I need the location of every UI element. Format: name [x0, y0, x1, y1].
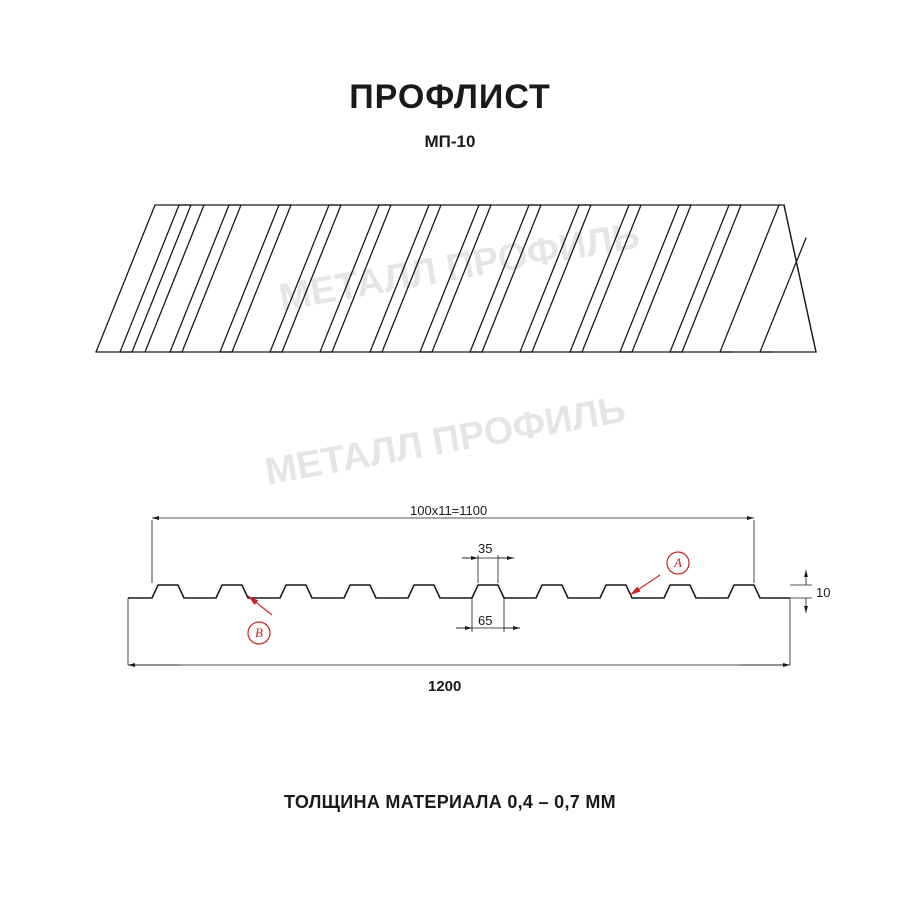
callout-b: B: [255, 625, 263, 640]
dimension-total-width: 1200: [428, 678, 462, 695]
dimension-working-width: 100x11=1100: [410, 503, 488, 518]
page-title: ПРОФЛИСТ: [349, 78, 551, 116]
dimension-rib-bottom: 65: [478, 613, 493, 628]
dimension-rib-top: 35: [478, 541, 493, 556]
model-label: МП-10: [424, 132, 476, 151]
thickness-note: ТОЛЩИНА МАТЕРИАЛА 0,4 – 0,7 ММ: [284, 792, 616, 812]
watermark-top: МЕТАЛЛ ПРОФИЛЬ: [276, 214, 643, 320]
section-view: [128, 585, 790, 598]
perspective-view: [96, 205, 818, 352]
watermark-bottom: МЕТАЛЛ ПРОФИЛЬ: [262, 388, 629, 494]
section-construction-lines: [128, 518, 812, 665]
dimension-height: 10: [816, 585, 831, 600]
callout-a: A: [674, 555, 682, 570]
